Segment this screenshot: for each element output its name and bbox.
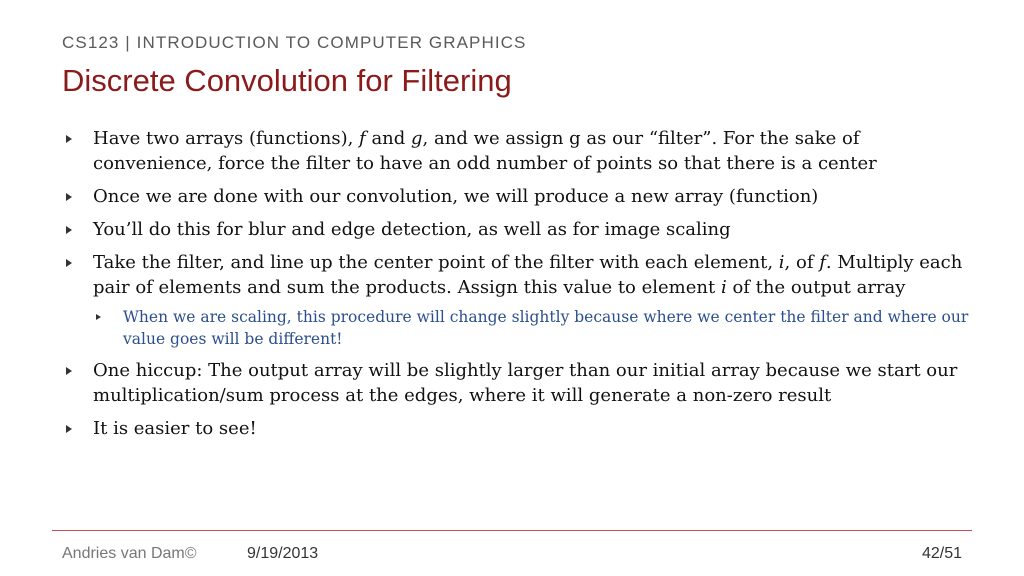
var-i: i bbox=[720, 277, 727, 298]
bullet-item bbox=[62, 358, 972, 408]
bullet-text: Have two arrays (functions), bbox=[93, 128, 360, 149]
footer-author: Andries van Dam© bbox=[62, 545, 197, 562]
var-i: i bbox=[778, 252, 785, 273]
footer-page-number: 42/51 bbox=[921, 545, 962, 562]
bullet-arrow-icon bbox=[66, 367, 72, 375]
var-f: f bbox=[819, 252, 826, 273]
sub-bullet-arrow-icon bbox=[96, 314, 101, 320]
sub-bullet-item bbox=[62, 306, 972, 350]
slide-title: Discrete Convolution for Filtering bbox=[62, 63, 512, 98]
bullet-item bbox=[62, 250, 972, 300]
footer-divider bbox=[52, 530, 972, 531]
bullet-text: of the output array bbox=[726, 277, 906, 298]
bullet-item bbox=[62, 184, 972, 209]
bullet-text: It is easier to see! bbox=[93, 418, 257, 439]
bullet-text: Take the filter, and line up the center point of the filter with each element, bbox=[93, 252, 779, 273]
bullet-arrow-icon bbox=[66, 226, 72, 234]
var-f: f bbox=[359, 128, 366, 149]
footer-date: 9/19/2013 bbox=[247, 545, 319, 562]
bullet-text: You’ll do this for blur and edge detection, as well as for image scaling bbox=[93, 219, 731, 240]
bullet-list bbox=[62, 126, 972, 449]
bullet-item bbox=[62, 217, 972, 242]
bullet-arrow-icon bbox=[66, 425, 72, 433]
bullet-text: . Multiply each pair of elements and sum the products. Assign this value to element bbox=[93, 252, 963, 298]
bullet-text: , and we assign g as our “filter”. For the sake of convenience, force the filter to have an odd number of points so that there is a center bbox=[93, 128, 877, 174]
bullet-item bbox=[62, 416, 972, 441]
bullet-arrow-icon bbox=[66, 193, 72, 201]
sub-bullet-text: When we are scaling, this procedure will change slightly because where we center the filter and where our value goes will be different! bbox=[123, 308, 969, 348]
var-g: g bbox=[411, 128, 423, 149]
bullet-item bbox=[62, 126, 972, 176]
bullet-text: and bbox=[365, 128, 412, 149]
bullet-text: One hiccup: The output array will be slightly larger than our initial array because we start our multiplication/sum process at the edges, where it will generate a non-zero result bbox=[93, 360, 958, 406]
course-header: CS123 | INTRODUCTION TO COMPUTER GRAPHICS bbox=[62, 33, 527, 52]
bullet-text: Once we are done with our convolution, we will produce a new array (function) bbox=[93, 186, 819, 207]
bullet-text: , of bbox=[784, 252, 820, 273]
bullet-arrow-icon bbox=[66, 135, 72, 143]
bullet-arrow-icon bbox=[66, 259, 72, 267]
